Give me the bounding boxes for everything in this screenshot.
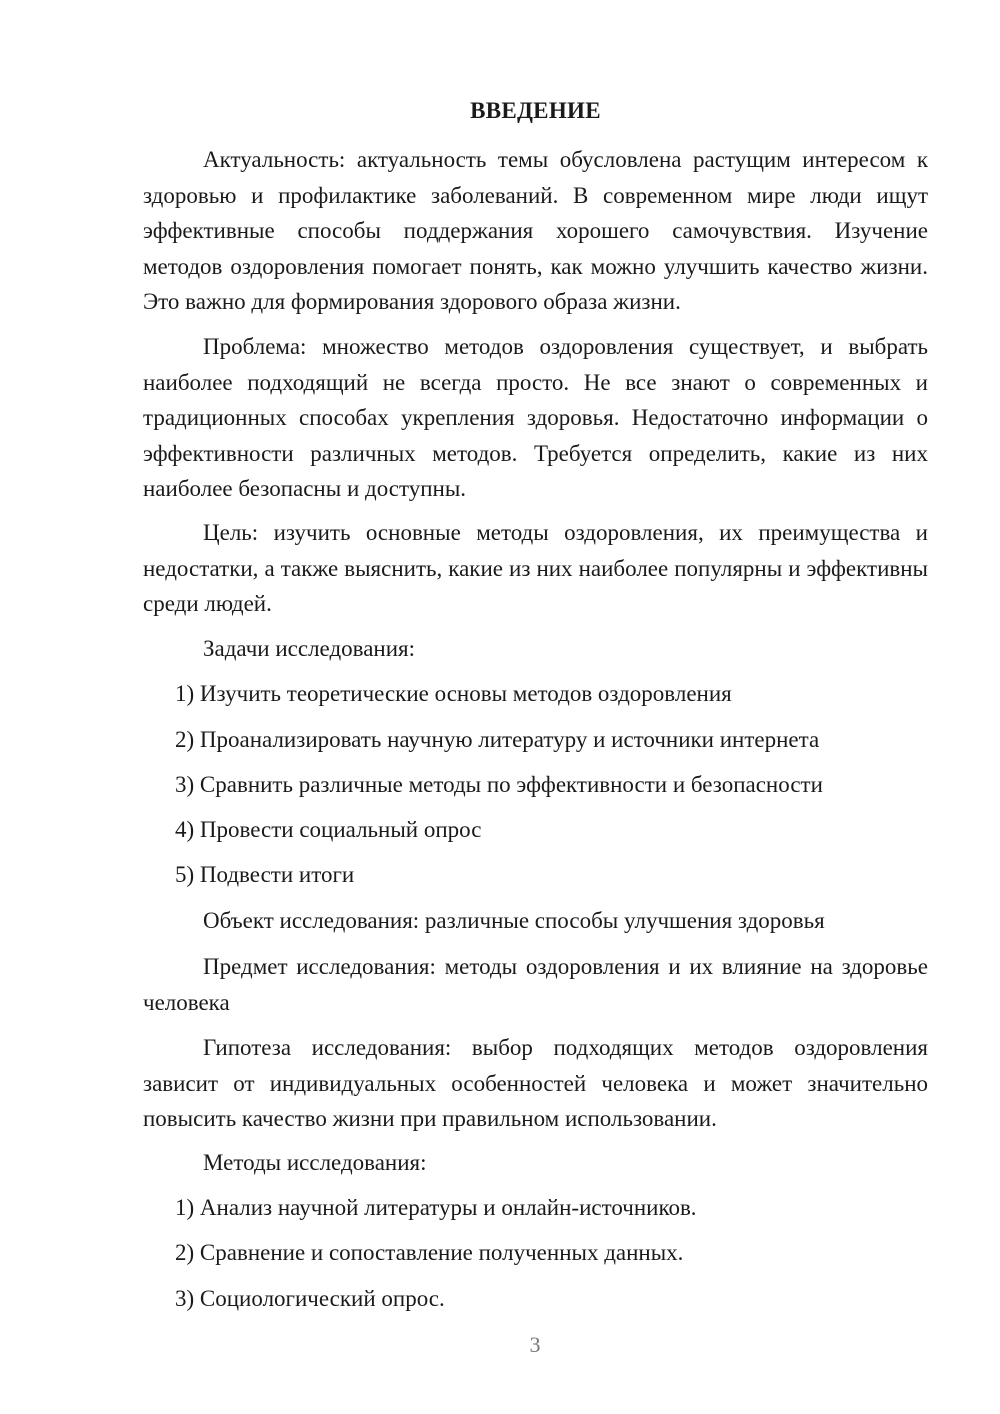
methods-heading: Методы исследования: xyxy=(203,1150,427,1175)
task-item: 4) Провести социальный опрос xyxy=(175,817,482,842)
research-subject: Предмет исследования: методы оздоровления и их влияние на здоровье человека xyxy=(143,954,928,1015)
task-item: 3) Сравнить различные методы по эффективности и безопасности xyxy=(175,772,823,797)
method-item: 2) Сравнение и сопоставление полученных данных. xyxy=(175,1240,684,1265)
page-title: ВВЕДЕНИЕ xyxy=(470,98,601,123)
tasks-heading: Задачи исследования: xyxy=(203,636,416,661)
research-object: Объект исследования: различные способы улучшения здоровья xyxy=(203,908,825,933)
task-item: 1) Изучить теоретические основы методов оздоровления xyxy=(175,681,732,706)
method-item: 1) Анализ научной литературы и онлайн-источников. xyxy=(175,1195,697,1220)
page-number: 3 xyxy=(529,1332,541,1357)
paragraph-problem: Проблема: множество методов оздоровления существует, и выбрать наиболее подходящий не всегда просто. Не все знают о современных и традиционных способах укрепления здоровья. Недостаточно информации о эффективности различных методов. Требуется определить, какие из них наиболее безопасны и доступны. xyxy=(143,334,928,501)
task-item: 2) Проанализировать научную литературу и источники интернета xyxy=(175,727,820,752)
paragraph-goal: Цель: изучить основные методы оздоровления, их преимущества и недостатки, а также выяснить, какие из них наиболее популярны и эффективны среди людей. xyxy=(143,520,928,616)
method-item: 3) Социологический опрос. xyxy=(175,1286,445,1311)
research-hypothesis: Гипотеза исследования: выбор подходящих методов оздоровления зависит от индивидуальных особенностей человека и может значительно повысить качество жизни при правильном использовании. xyxy=(143,1035,928,1131)
paragraph-relevance: Актуальность: актуальность темы обусловлена растущим интересом к здоровью и профилактике заболеваний. В современном мире люди ищут эффективные способы поддержания хорошего самочувствия. Изучение методов оздоровления помогает понять, как можно улучшить качество жизни. Это важно для формирования здорового образа жизни. xyxy=(143,147,928,314)
task-item: 5) Подвести итоги xyxy=(175,862,355,887)
